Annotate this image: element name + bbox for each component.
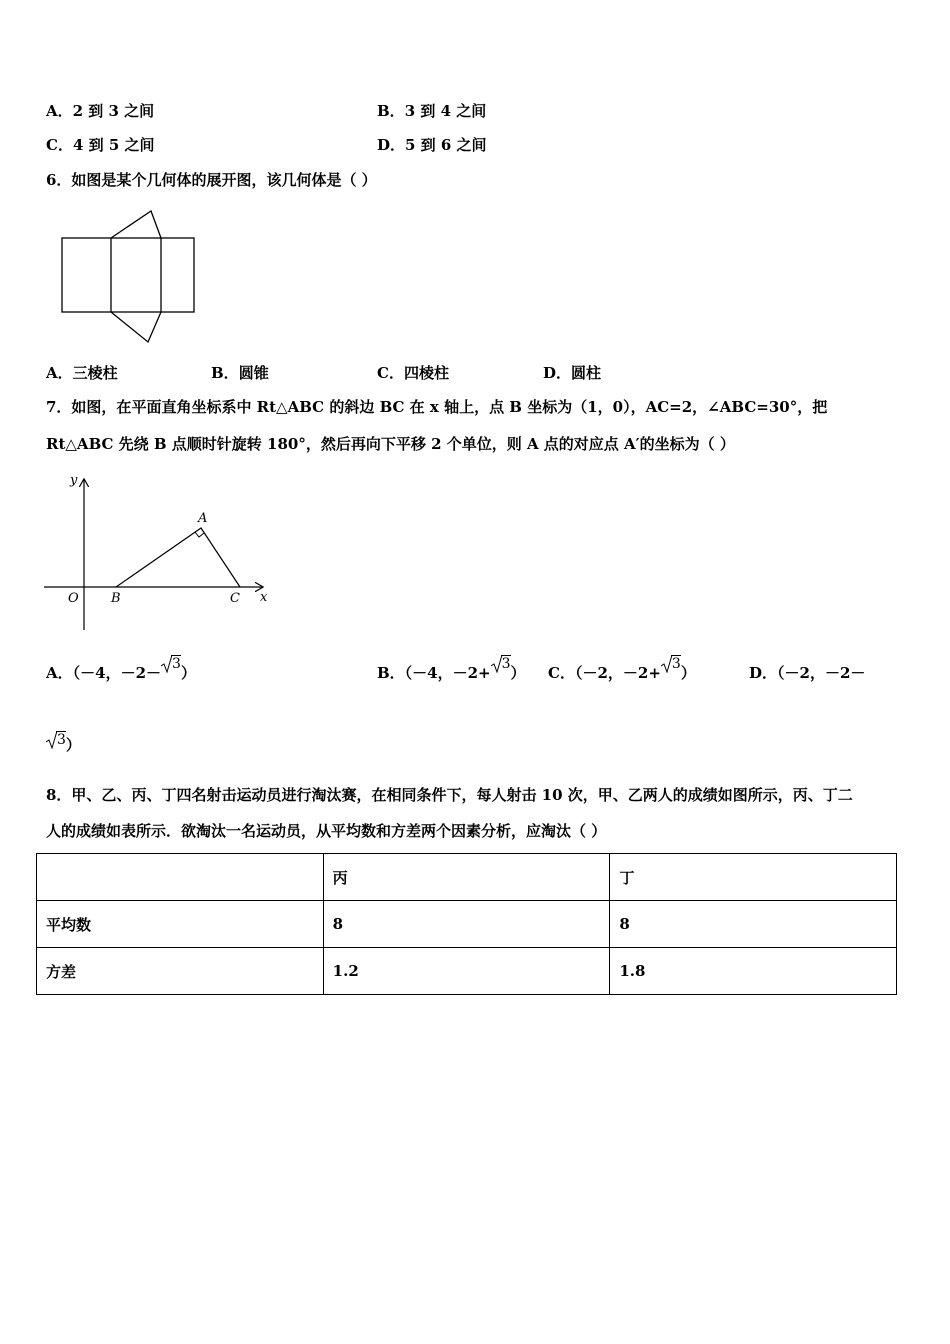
q7-option-b: B．（－4，－2+ 3） [377, 656, 526, 682]
table-cell: 1.2 [323, 948, 610, 995]
table-header-cell: 丁 [610, 854, 897, 901]
q5-option-b: B．3 到 4 之间 [377, 102, 487, 120]
q6-option-d: D．圆柱 [543, 364, 602, 382]
triangle-abc [116, 528, 240, 587]
table-header-cell [37, 854, 324, 901]
y-axis-label: y [70, 473, 78, 488]
point-c-label: C [230, 591, 240, 606]
q7-stem-line2: Rt△ABC 先绕 B 点顺时针旋转 180°，然后再向下平移 2 个单位，则 A 点的对应点 A′的坐标为（ ） [46, 435, 735, 453]
q5-option-c: C．4 到 5 之间 [46, 136, 155, 154]
q8-stem-line1: 8．甲、乙、丙、丁四名射击运动员进行淘汰赛，在相同条件下，每人射击 10 次，甲、乙两人的成绩如图所示，丙、丁二 [46, 786, 853, 804]
table-row [37, 948, 897, 995]
q7-option-d-continued: 3） [46, 735, 81, 755]
net-outer-rect [62, 238, 194, 312]
table-cell: 8 [323, 901, 610, 948]
q7-stem-line1: 7．如图，在平面直角坐标系中 Rt△ABC 的斜边 BC 在 x 轴上，点 B 坐标为（1，0），AC=2，∠ABC=30°，把 [46, 398, 828, 416]
q6-option-b: B．圆锥 [211, 364, 269, 382]
origin-label: O [68, 591, 79, 606]
prism-net-figure [55, 205, 205, 350]
q7-option-d: D．（－2，－2－ [749, 664, 866, 682]
table-cell: 方差 [37, 948, 324, 995]
coordinate-figure [40, 470, 275, 635]
sqrt-3: 3 [161, 655, 181, 671]
q6-stem: 6．如图是某个几何体的展开图，该几何体是（ ） [46, 171, 377, 189]
net-top-triangle [111, 211, 161, 238]
q5-option-a: A．2 到 3 之间 [46, 102, 155, 120]
sqrt-3: 3 [46, 731, 66, 747]
sqrt-3: 3 [491, 655, 511, 671]
q6-option-c: C．四棱柱 [377, 364, 449, 382]
q7-option-c: C．（－2，－2+ 3） [548, 656, 696, 682]
q6-option-a: A．三棱柱 [46, 364, 118, 382]
q5-option-d: D．5 到 6 之间 [377, 136, 487, 154]
table-header-cell: 丙 [323, 854, 610, 901]
table-cell: 平均数 [37, 901, 324, 948]
sqrt-3: 3 [661, 655, 681, 671]
net-bottom-triangle [111, 312, 161, 342]
table-header-row [37, 854, 897, 901]
q7-option-a: A．（－4，－2－ 3） [46, 656, 196, 682]
right-angle-mark [195, 532, 204, 537]
scores-table [36, 853, 897, 995]
point-a-label: A [198, 511, 208, 526]
table-cell: 1.8 [610, 948, 897, 995]
table-row [37, 901, 897, 948]
x-axis-label: x [260, 590, 268, 605]
q8-stem-line2: 人的成绩如表所示．欲淘汰一名运动员，从平均数和方差两个因素分析，应淘汰（ ） [46, 822, 607, 840]
table-cell: 8 [610, 901, 897, 948]
point-b-label: B [111, 591, 121, 606]
